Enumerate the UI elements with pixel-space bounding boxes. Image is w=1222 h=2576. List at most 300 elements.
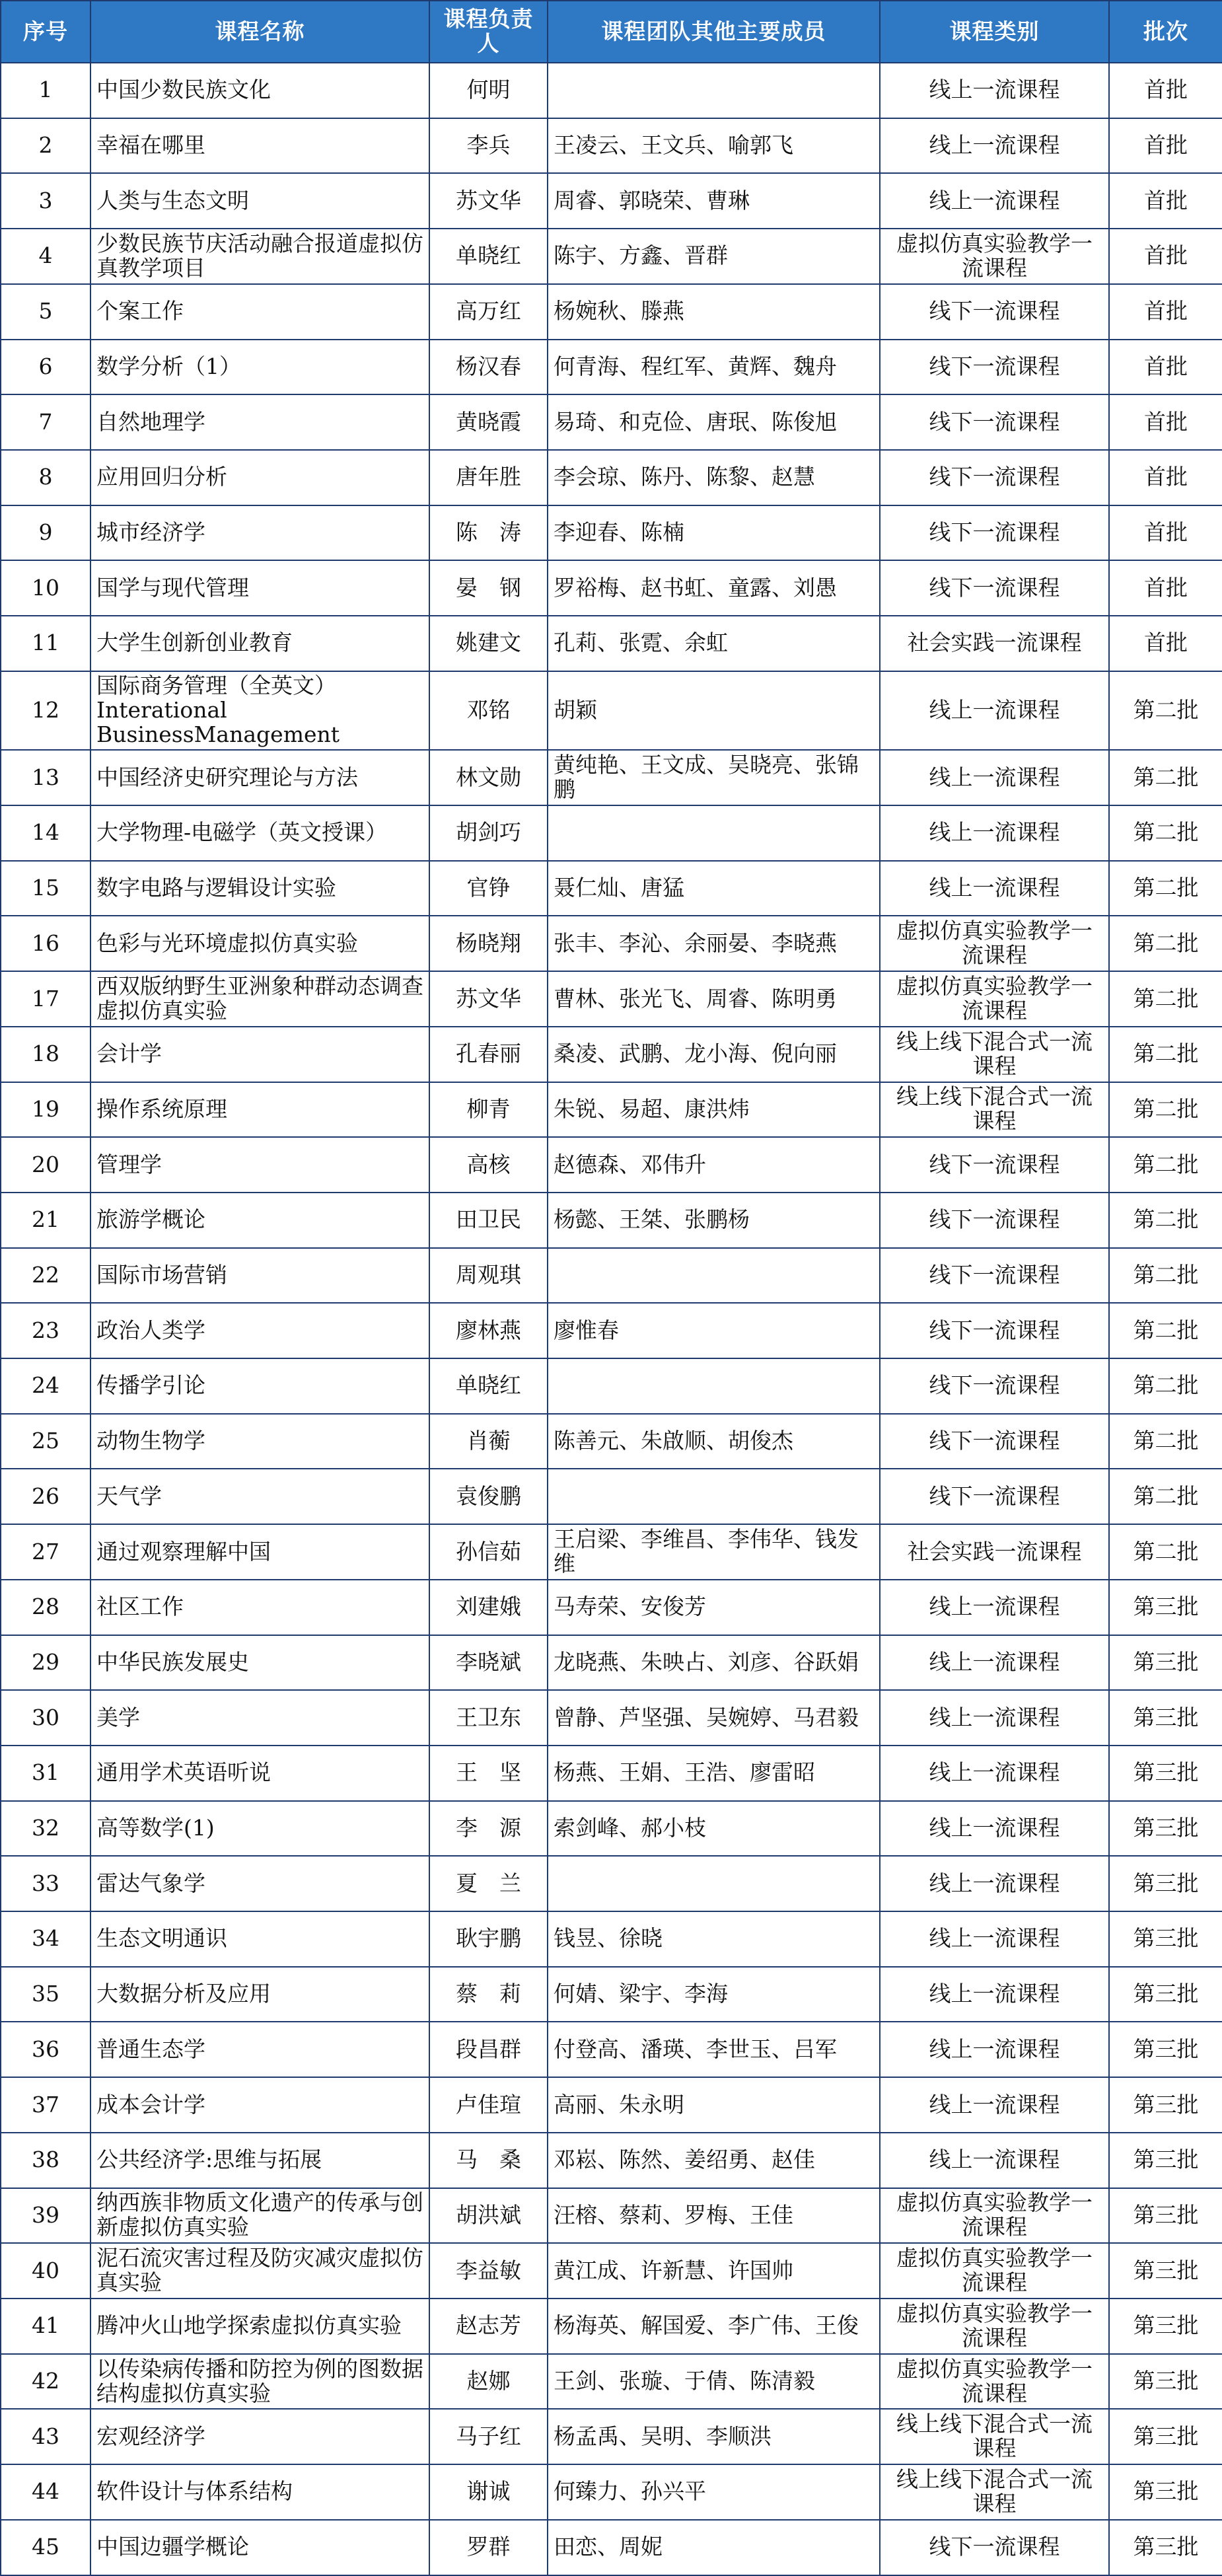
header-row	[1, 1, 1222, 63]
cell-category: 线上一流课程	[880, 861, 1109, 916]
table-row	[1, 616, 1222, 671]
cell-category: 线上一流课程	[880, 805, 1109, 861]
cell-course-name: 国际商务管理（全英文）Interational BusinessManagement	[90, 671, 429, 751]
cell-course-name: 通用学术英语听说	[90, 1746, 429, 1801]
cell-no: 9	[1, 505, 90, 561]
cell-members: 赵德森、邓伟升	[548, 1137, 880, 1193]
table-row	[1, 1082, 1222, 1138]
cell-no: 6	[1, 340, 90, 395]
header-lead: 课程负责人	[429, 1, 548, 63]
cell-batch: 第二批	[1109, 805, 1222, 861]
cell-batch: 第三批	[1109, 2354, 1222, 2410]
header-category: 课程类别	[880, 1, 1109, 63]
cell-batch: 第三批	[1109, 2409, 1222, 2464]
cell-category: 线下一流课程	[880, 1248, 1109, 1304]
cell-course-name: 天气学	[90, 1469, 429, 1524]
cell-course-name: 大学物理-电磁学（英文授课）	[90, 805, 429, 861]
cell-members: 张丰、李沁、余丽晏、李晓燕	[548, 916, 880, 971]
cell-category: 线上一流课程	[880, 63, 1109, 118]
table-row	[1, 861, 1222, 916]
cell-members: 杨婉秋、滕燕	[548, 284, 880, 340]
cell-no: 44	[1, 2464, 90, 2520]
cell-category: 社会实践一流课程	[880, 616, 1109, 671]
cell-course-name: 政治人类学	[90, 1303, 429, 1358]
cell-course-name: 以传染病传播和防控为例的图数据结构虚拟仿真实验	[90, 2354, 429, 2410]
cell-no: 19	[1, 1082, 90, 1138]
cell-batch: 第三批	[1109, 1801, 1222, 1857]
table-row	[1, 394, 1222, 450]
cell-members: 易琦、和克俭、唐珉、陈俊旭	[548, 394, 880, 450]
cell-category: 虚拟仿真实验教学一流课程	[880, 229, 1109, 284]
cell-lead: 马子红	[429, 2409, 548, 2464]
cell-course-name: 中华民族发展史	[90, 1635, 429, 1691]
cell-no: 32	[1, 1801, 90, 1857]
cell-members: 孔莉、张霓、余虹	[548, 616, 880, 671]
cell-category: 线上一流课程	[880, 1856, 1109, 1911]
cell-batch: 第三批	[1109, 2188, 1222, 2244]
cell-no: 5	[1, 284, 90, 340]
cell-course-name: 软件设计与体系结构	[90, 2464, 429, 2520]
cell-lead: 林文勋	[429, 750, 548, 805]
cell-course-name: 腾冲火山地学探索虚拟仿真实验	[90, 2299, 429, 2354]
cell-no: 4	[1, 229, 90, 284]
table-row	[1, 1911, 1222, 1967]
cell-no: 2	[1, 118, 90, 174]
cell-course-name: 公共经济学:思维与拓展	[90, 2133, 429, 2188]
cell-category: 虚拟仿真实验教学一流课程	[880, 2299, 1109, 2354]
cell-members: 曾静、芦坚强、吴婉婷、马君毅	[548, 1690, 880, 1746]
table-row	[1, 1027, 1222, 1082]
cell-members: 王启梁、李维昌、李伟华、钱发维	[548, 1524, 880, 1580]
cell-members: 何婧、梁宇、李海	[548, 1967, 880, 2022]
cell-no: 45	[1, 2520, 90, 2575]
cell-category: 线上一流课程	[880, 1635, 1109, 1691]
cell-no: 8	[1, 450, 90, 505]
cell-no: 38	[1, 2133, 90, 2188]
cell-no: 18	[1, 1027, 90, 1082]
cell-lead: 单晓红	[429, 1358, 548, 1414]
cell-members	[548, 805, 880, 861]
cell-lead: 高万红	[429, 284, 548, 340]
table-row	[1, 971, 1222, 1027]
table-row	[1, 2464, 1222, 2520]
cell-members: 陈宇、方鑫、晋群	[548, 229, 880, 284]
cell-members: 胡颖	[548, 671, 880, 751]
cell-lead: 姚建文	[429, 616, 548, 671]
cell-no: 15	[1, 861, 90, 916]
cell-batch: 第二批	[1109, 1303, 1222, 1358]
cell-members: 王凌云、王文兵、喻郭飞	[548, 118, 880, 174]
table-row	[1, 671, 1222, 751]
cell-lead: 李兵	[429, 118, 548, 174]
cell-category: 线上线下混合式一流课程	[880, 2409, 1109, 2464]
cell-members: 李迎春、陈楠	[548, 505, 880, 561]
cell-course-name: 传播学引论	[90, 1358, 429, 1414]
cell-no: 25	[1, 1414, 90, 1469]
cell-no: 11	[1, 616, 90, 671]
cell-batch: 首批	[1109, 173, 1222, 229]
cell-lead: 王卫东	[429, 1690, 548, 1746]
cell-category: 线下一流课程	[880, 1303, 1109, 1358]
table-row	[1, 1137, 1222, 1193]
cell-lead: 袁俊鹏	[429, 1469, 548, 1524]
table-row	[1, 916, 1222, 971]
table-row	[1, 750, 1222, 805]
cell-no: 42	[1, 2354, 90, 2410]
cell-members: 李会琼、陈丹、陈黎、赵慧	[548, 450, 880, 505]
table-row	[1, 1193, 1222, 1248]
cell-category: 虚拟仿真实验教学一流课程	[880, 916, 1109, 971]
cell-members	[548, 1856, 880, 1911]
cell-no: 39	[1, 2188, 90, 2244]
cell-members: 马寿荣、安俊芳	[548, 1580, 880, 1635]
cell-category: 线上一流课程	[880, 1580, 1109, 1635]
cell-category: 虚拟仿真实验教学一流课程	[880, 2188, 1109, 2244]
cell-members: 罗裕梅、赵书虹、童露、刘愚	[548, 560, 880, 616]
cell-course-name: 雷达气象学	[90, 1856, 429, 1911]
table-row	[1, 505, 1222, 561]
cell-category: 线上一流课程	[880, 2022, 1109, 2077]
table-row	[1, 1690, 1222, 1746]
header-course-name: 课程名称	[90, 1, 429, 63]
cell-lead: 蔡 莉	[429, 1967, 548, 2022]
cell-batch: 第三批	[1109, 1911, 1222, 1967]
table-row	[1, 1248, 1222, 1304]
cell-category: 线下一流课程	[880, 284, 1109, 340]
table-row	[1, 2133, 1222, 2188]
cell-batch: 第二批	[1109, 1193, 1222, 1248]
cell-no: 31	[1, 1746, 90, 1801]
header-batch: 批次	[1109, 1, 1222, 63]
cell-members: 周睿、郭晓荣、曹琳	[548, 173, 880, 229]
cell-category: 线上一流课程	[880, 1911, 1109, 1967]
cell-no: 35	[1, 1967, 90, 2022]
table-row	[1, 2409, 1222, 2464]
cell-course-name: 普通生态学	[90, 2022, 429, 2077]
cell-lead: 陈 涛	[429, 505, 548, 561]
cell-lead: 李晓斌	[429, 1635, 548, 1691]
cell-category: 线上一流课程	[880, 118, 1109, 174]
cell-course-name: 自然地理学	[90, 394, 429, 450]
cell-category: 线下一流课程	[880, 1193, 1109, 1248]
cell-lead: 孔春丽	[429, 1027, 548, 1082]
cell-batch: 首批	[1109, 63, 1222, 118]
cell-lead: 官铮	[429, 861, 548, 916]
cell-category: 线下一流课程	[880, 450, 1109, 505]
cell-course-name: 会计学	[90, 1027, 429, 1082]
cell-no: 20	[1, 1137, 90, 1193]
table-row	[1, 340, 1222, 395]
cell-lead: 李益敏	[429, 2243, 548, 2299]
table-row	[1, 450, 1222, 505]
cell-course-name: 应用回归分析	[90, 450, 429, 505]
cell-category: 线下一流课程	[880, 1414, 1109, 1469]
cell-category: 虚拟仿真实验教学一流课程	[880, 971, 1109, 1027]
cell-course-name: 通过观察理解中国	[90, 1524, 429, 1580]
cell-category: 线上一流课程	[880, 2077, 1109, 2133]
cell-course-name: 宏观经济学	[90, 2409, 429, 2464]
table-row	[1, 284, 1222, 340]
cell-members: 杨燕、王娟、王浩、廖雷昭	[548, 1746, 880, 1801]
cell-no: 28	[1, 1580, 90, 1635]
cell-batch: 第三批	[1109, 2133, 1222, 2188]
cell-course-name: 泥石流灾害过程及防灾减灾虚拟仿真实验	[90, 2243, 429, 2299]
cell-no: 1	[1, 63, 90, 118]
cell-course-name: 幸福在哪里	[90, 118, 429, 174]
cell-lead: 卢佳瑄	[429, 2077, 548, 2133]
cell-no: 41	[1, 2299, 90, 2354]
cell-category: 虚拟仿真实验教学一流课程	[880, 2243, 1109, 2299]
cell-members: 何臻力、孙兴平	[548, 2464, 880, 2520]
cell-batch: 第三批	[1109, 2299, 1222, 2354]
cell-members: 钱昱、徐晓	[548, 1911, 880, 1967]
cell-batch: 第三批	[1109, 1967, 1222, 2022]
cell-category: 线上一流课程	[880, 1746, 1109, 1801]
header-no: 序号	[1, 1, 90, 63]
cell-members: 索剑峰、郝小枝	[548, 1801, 880, 1857]
cell-lead: 赵志芳	[429, 2299, 548, 2354]
cell-batch: 第三批	[1109, 2243, 1222, 2299]
cell-no: 29	[1, 1635, 90, 1691]
cell-batch: 第二批	[1109, 971, 1222, 1027]
cell-course-name: 操作系统原理	[90, 1082, 429, 1138]
table-row	[1, 1967, 1222, 2022]
cell-members: 杨孟禹、吴明、李顺洪	[548, 2409, 880, 2464]
cell-batch: 第二批	[1109, 1248, 1222, 1304]
cell-category: 线上一流课程	[880, 671, 1109, 751]
cell-no: 24	[1, 1358, 90, 1414]
cell-no: 7	[1, 394, 90, 450]
cell-no: 21	[1, 1193, 90, 1248]
cell-lead: 何明	[429, 63, 548, 118]
cell-lead: 刘建娥	[429, 1580, 548, 1635]
cell-members: 黄江成、许新慧、许国帅	[548, 2243, 880, 2299]
cell-lead: 单晓红	[429, 229, 548, 284]
cell-lead: 田卫民	[429, 1193, 548, 1248]
cell-batch: 首批	[1109, 560, 1222, 616]
cell-course-name: 城市经济学	[90, 505, 429, 561]
cell-batch: 第三批	[1109, 2464, 1222, 2520]
cell-no: 22	[1, 1248, 90, 1304]
cell-course-name: 人类与生态文明	[90, 173, 429, 229]
cell-members: 黄纯艳、王文成、吴晓亮、张锦鹏	[548, 750, 880, 805]
cell-no: 12	[1, 671, 90, 751]
cell-lead: 苏文华	[429, 173, 548, 229]
table-row	[1, 1801, 1222, 1857]
cell-lead: 唐年胜	[429, 450, 548, 505]
cell-course-name: 国学与现代管理	[90, 560, 429, 616]
cell-members: 杨懿、王桀、张鹏杨	[548, 1193, 880, 1248]
cell-batch: 第二批	[1109, 1414, 1222, 1469]
cell-category: 线上一流课程	[880, 1801, 1109, 1857]
cell-batch: 第二批	[1109, 750, 1222, 805]
cell-course-name: 数学分析（1）	[90, 340, 429, 395]
cell-lead: 晏 钢	[429, 560, 548, 616]
cell-batch: 第二批	[1109, 916, 1222, 971]
cell-batch: 第三批	[1109, 2022, 1222, 2077]
cell-course-name: 动物生物学	[90, 1414, 429, 1469]
cell-lead: 邓铭	[429, 671, 548, 751]
cell-course-name: 生态文明通识	[90, 1911, 429, 1967]
cell-no: 36	[1, 2022, 90, 2077]
cell-lead: 高核	[429, 1137, 548, 1193]
cell-no: 33	[1, 1856, 90, 1911]
cell-batch: 第二批	[1109, 1358, 1222, 1414]
table-row	[1, 805, 1222, 861]
cell-category: 线下一流课程	[880, 2520, 1109, 2575]
table-row	[1, 1414, 1222, 1469]
cell-lead: 杨晓翔	[429, 916, 548, 971]
cell-course-name: 中国少数民族文化	[90, 63, 429, 118]
cell-members	[548, 1248, 880, 1304]
cell-no: 27	[1, 1524, 90, 1580]
cell-category: 线下一流课程	[880, 340, 1109, 395]
cell-members: 聂仁灿、唐猛	[548, 861, 880, 916]
table-row	[1, 118, 1222, 174]
cell-category: 线上一流课程	[880, 1690, 1109, 1746]
cell-category: 线下一流课程	[880, 1358, 1109, 1414]
cell-lead: 谢诚	[429, 2464, 548, 2520]
cell-members: 田恋、周妮	[548, 2520, 880, 2575]
cell-category: 线上线下混合式一流课程	[880, 1082, 1109, 1138]
table-row	[1, 2299, 1222, 2354]
cell-category: 线上线下混合式一流课程	[880, 2464, 1109, 2520]
cell-lead: 马 桑	[429, 2133, 548, 2188]
cell-no: 43	[1, 2409, 90, 2464]
cell-batch: 首批	[1109, 505, 1222, 561]
cell-category: 线下一流课程	[880, 394, 1109, 450]
cell-course-name: 西双版纳野生亚洲象种群动态调查虚拟仿真实验	[90, 971, 429, 1027]
cell-course-name: 国际市场营销	[90, 1248, 429, 1304]
cell-members	[548, 63, 880, 118]
cell-course-name: 美学	[90, 1690, 429, 1746]
cell-members: 王剑、张璇、于倩、陈清毅	[548, 2354, 880, 2410]
cell-no: 34	[1, 1911, 90, 1967]
cell-lead: 王 坚	[429, 1746, 548, 1801]
cell-course-name: 色彩与光环境虚拟仿真实验	[90, 916, 429, 971]
table-row	[1, 1524, 1222, 1580]
cell-category: 社会实践一流课程	[880, 1524, 1109, 1580]
cell-no: 30	[1, 1690, 90, 1746]
table-body	[1, 63, 1222, 2575]
cell-lead: 赵娜	[429, 2354, 548, 2410]
cell-lead: 孙信茹	[429, 1524, 548, 1580]
cell-batch: 首批	[1109, 118, 1222, 174]
cell-batch: 第三批	[1109, 2077, 1222, 2133]
cell-batch: 首批	[1109, 229, 1222, 284]
table-row	[1, 2188, 1222, 2244]
cell-members: 邓崧、陈然、姜绍勇、赵佳	[548, 2133, 880, 2188]
cell-category: 线上一流课程	[880, 750, 1109, 805]
cell-lead: 肖蘅	[429, 1414, 548, 1469]
cell-category: 线上线下混合式一流课程	[880, 1027, 1109, 1082]
table-row	[1, 1580, 1222, 1635]
table-row	[1, 1856, 1222, 1911]
cell-no: 10	[1, 560, 90, 616]
cell-batch: 第二批	[1109, 671, 1222, 751]
table-row	[1, 1303, 1222, 1358]
cell-batch: 首批	[1109, 394, 1222, 450]
cell-course-name: 管理学	[90, 1137, 429, 1193]
cell-batch: 第二批	[1109, 861, 1222, 916]
cell-batch: 首批	[1109, 340, 1222, 395]
cell-course-name: 数字电路与逻辑设计实验	[90, 861, 429, 916]
cell-lead: 李 源	[429, 1801, 548, 1857]
table-row	[1, 2354, 1222, 2410]
table-row	[1, 1635, 1222, 1691]
table-row	[1, 2077, 1222, 2133]
table-row	[1, 2520, 1222, 2575]
cell-lead: 胡剑巧	[429, 805, 548, 861]
cell-members: 陈善元、朱啟顺、胡俊杰	[548, 1414, 880, 1469]
cell-no: 26	[1, 1469, 90, 1524]
cell-lead: 廖林燕	[429, 1303, 548, 1358]
table-row	[1, 173, 1222, 229]
cell-members	[548, 1358, 880, 1414]
cell-no: 16	[1, 916, 90, 971]
cell-lead: 罗群	[429, 2520, 548, 2575]
cell-category: 线下一流课程	[880, 505, 1109, 561]
table-row	[1, 2243, 1222, 2299]
cell-category: 线上一流课程	[880, 173, 1109, 229]
cell-members: 廖惟春	[548, 1303, 880, 1358]
cell-batch: 第三批	[1109, 1580, 1222, 1635]
cell-category: 线下一流课程	[880, 560, 1109, 616]
cell-batch: 第三批	[1109, 1690, 1222, 1746]
cell-course-name: 成本会计学	[90, 2077, 429, 2133]
cell-batch: 第二批	[1109, 1469, 1222, 1524]
cell-members: 杨海英、解国爱、李广伟、王俊	[548, 2299, 880, 2354]
cell-members	[548, 1469, 880, 1524]
table-row	[1, 560, 1222, 616]
cell-lead: 耿宇鹏	[429, 1911, 548, 1967]
cell-course-name: 少数民族节庆活动融合报道虚拟仿真教学项目	[90, 229, 429, 284]
cell-members: 龙晓燕、朱映占、刘彦、谷跃娟	[548, 1635, 880, 1691]
cell-members: 汪榕、蔡莉、罗梅、王佳	[548, 2188, 880, 2244]
cell-category: 线下一流课程	[880, 1137, 1109, 1193]
cell-course-name: 社区工作	[90, 1580, 429, 1635]
cell-course-name: 中国边疆学概论	[90, 2520, 429, 2575]
cell-members: 何青海、程红军、黄辉、魏舟	[548, 340, 880, 395]
cell-batch: 第二批	[1109, 1082, 1222, 1138]
cell-no: 14	[1, 805, 90, 861]
cell-lead: 黄晓霞	[429, 394, 548, 450]
table-row	[1, 63, 1222, 118]
cell-course-name: 中国经济史研究理论与方法	[90, 750, 429, 805]
cell-lead: 柳青	[429, 1082, 548, 1138]
cell-course-name: 纳西族非物质文化遗产的传承与创新虚拟仿真实验	[90, 2188, 429, 2244]
cell-no: 37	[1, 2077, 90, 2133]
cell-no: 3	[1, 173, 90, 229]
table-row	[1, 2022, 1222, 2077]
cell-course-name: 旅游学概论	[90, 1193, 429, 1248]
cell-lead: 苏文华	[429, 971, 548, 1027]
cell-category: 线上一流课程	[880, 2133, 1109, 2188]
table-row	[1, 1746, 1222, 1801]
cell-batch: 首批	[1109, 284, 1222, 340]
cell-category: 线上一流课程	[880, 1967, 1109, 2022]
cell-course-name: 大学生创新创业教育	[90, 616, 429, 671]
cell-batch: 第三批	[1109, 1746, 1222, 1801]
cell-batch: 第二批	[1109, 1524, 1222, 1580]
cell-batch: 第二批	[1109, 1027, 1222, 1082]
table-row	[1, 229, 1222, 284]
cell-course-name: 大数据分析及应用	[90, 1967, 429, 2022]
cell-batch: 第三批	[1109, 2520, 1222, 2575]
table-row	[1, 1469, 1222, 1524]
cell-no: 40	[1, 2243, 90, 2299]
cell-batch: 首批	[1109, 450, 1222, 505]
